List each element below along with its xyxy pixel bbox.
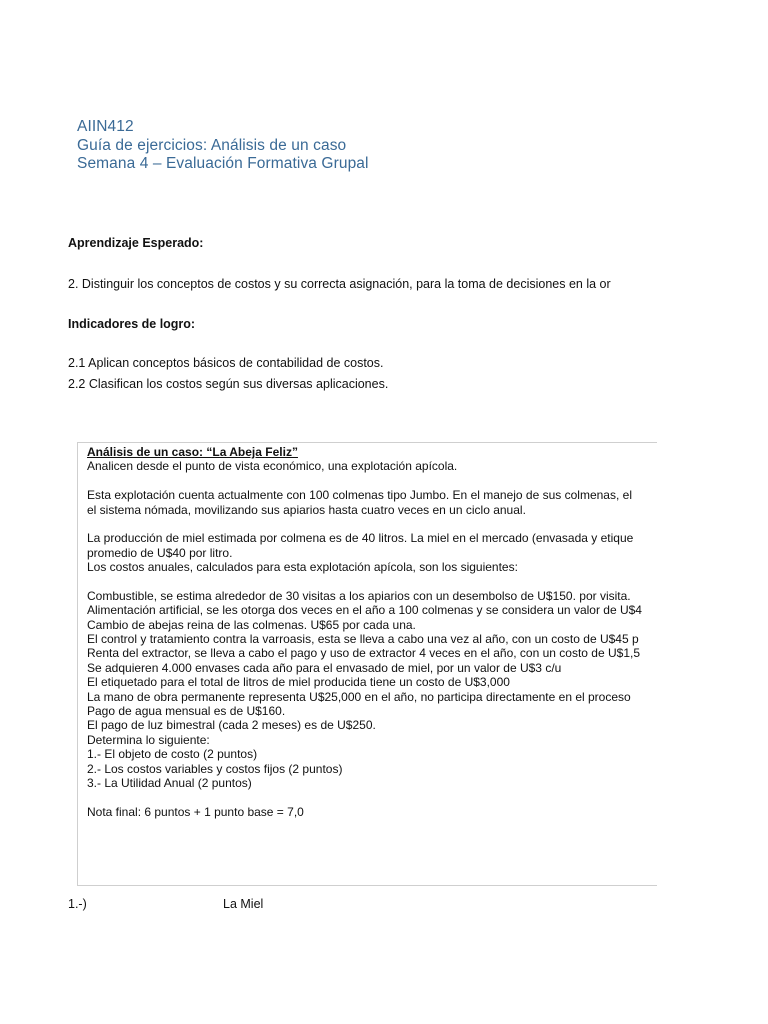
learning-text: 2. Distinguir los conceptos de costos y su correcta asignación, para la toma de decisiones en la or — [68, 277, 611, 291]
case-title: Análisis de un caso: “La Abeja Feliz” — [87, 445, 298, 459]
case-line: La mano de obra permanente representa U$25,000 en el año, no participa directamente en el proceso — [87, 689, 631, 704]
case-line: promedio de U$40 por litro. — [87, 545, 233, 560]
page-clip-edge — [657, 0, 768, 1024]
case-blank-line — [87, 474, 642, 488]
case-line: el sistema nómada, movilizando sus apiarios hasta cuatro veces en un ciclo anual. — [87, 502, 526, 517]
case-blank-line — [87, 575, 642, 589]
case-line: El pago de luz bimestral (cada 2 meses) es de U$250. — [87, 718, 376, 733]
case-content — [87, 445, 642, 819]
case-line: Determina lo siguiente: — [87, 732, 210, 747]
case-blank-line — [87, 517, 642, 531]
case-line: 3.- La Utilidad Anual (2 puntos) — [87, 775, 252, 790]
case-line: Esta explotación cuenta actualmente con 100 colmenas tipo Jumbo. En el manejo de sus colmenas, el — [87, 488, 632, 503]
case-line: Se adquieren 4.000 envases cada año para el envasado de miel, por un valor de U$3 c/u — [87, 660, 562, 675]
indicator-item: 2.2 Clasifican los costos según sus diversas aplicaciones. — [68, 377, 389, 391]
case-box — [77, 442, 678, 886]
learning-heading: Aprendizaje Esperado: — [68, 236, 204, 250]
guide-title: Guía de ejercicios: Análisis de un caso — [77, 136, 347, 154]
case-line: El etiquetado para el total de litros de miel producida tiene un costo de U$3,000 — [87, 675, 510, 690]
case-line: El control y tratamiento contra la varroasis, esta se lleva a cabo una vez al año, con un costo de U$45 p — [87, 632, 639, 647]
course-code: AIIN412 — [77, 118, 134, 135]
answer-value: La Miel — [223, 897, 264, 911]
indicators-heading: Indicadores de logro: — [68, 317, 196, 331]
week-title: Semana 4 – Evaluación Formativa Grupal — [77, 155, 369, 172]
case-line: Combustible, se estima alrededor de 30 visitas a los apiarios con un desembolso de U$150. por visita. — [87, 588, 631, 603]
case-line: Analicen desde el punto de vista económico, una explotación apícola. — [87, 459, 458, 474]
case-blank-line — [87, 790, 642, 804]
case-line: Nota final: 6 puntos + 1 punto base = 7,0 — [87, 804, 304, 819]
case-line: Cambio de abejas reina de las colmenas. U$65 por cada una. — [87, 617, 416, 632]
document-header — [77, 118, 369, 174]
case-line: Alimentación artificial, se les otorga dos veces en el año a 100 colmenas y se considera un valor de U$4 — [87, 603, 642, 618]
case-line: Los costos anuales, calculados para esta explotación apícola, son los siguientes: — [87, 560, 518, 575]
answer-number: 1.-) — [68, 897, 87, 911]
case-line: 1.- El objeto de costo (2 puntos) — [87, 747, 258, 762]
case-line: 2.- Los costos variables y costos fijos (2 puntos) — [87, 761, 343, 776]
case-line: La producción de miel estimada por colmena es de 40 litros. La miel en el mercado (envasada y etique — [87, 531, 634, 546]
indicator-item: 2.1 Aplican conceptos básicos de contabilidad de costos. — [68, 356, 384, 370]
case-line: Pago de agua mensual es de U$160. — [87, 704, 286, 719]
case-line: Renta del extractor, se lleva a cabo el pago y uso de extractor 4 veces en el año, con un costo de U$1,5 — [87, 646, 641, 661]
